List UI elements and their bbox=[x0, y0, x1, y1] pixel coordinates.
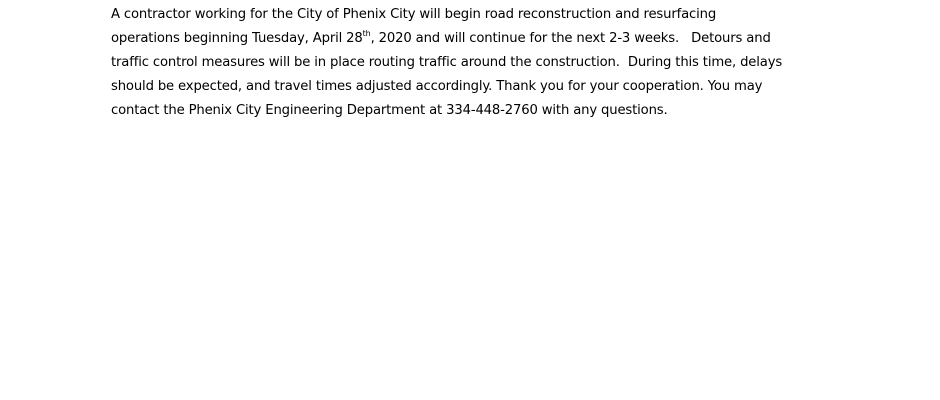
notice-line-3: traffic control measures will be in place routing traffic around the construction. During this time, delays bbox=[111, 55, 783, 70]
construction-notice-paragraph bbox=[111, 3, 826, 123]
notice-line-2 bbox=[111, 27, 826, 51]
notice-line-2-start: operations beginning Tuesday, April 28 bbox=[111, 31, 363, 46]
notice-line-4: should be expected, and travel times adjusted accordingly. Thank you for your cooperation. You may bbox=[111, 79, 763, 94]
notice-line-2-end: , 2020 and will continue for the next 2-3 weeks. Detours and bbox=[370, 31, 771, 46]
ordinal-suffix: th bbox=[362, 28, 371, 38]
notice-line-5: contact the Phenix City Engineering Department at 334-448-2760 with any questions. bbox=[111, 103, 668, 118]
notice-line-1: A contractor working for the City of Phenix City will begin road reconstruction and resurfacing bbox=[111, 7, 717, 22]
